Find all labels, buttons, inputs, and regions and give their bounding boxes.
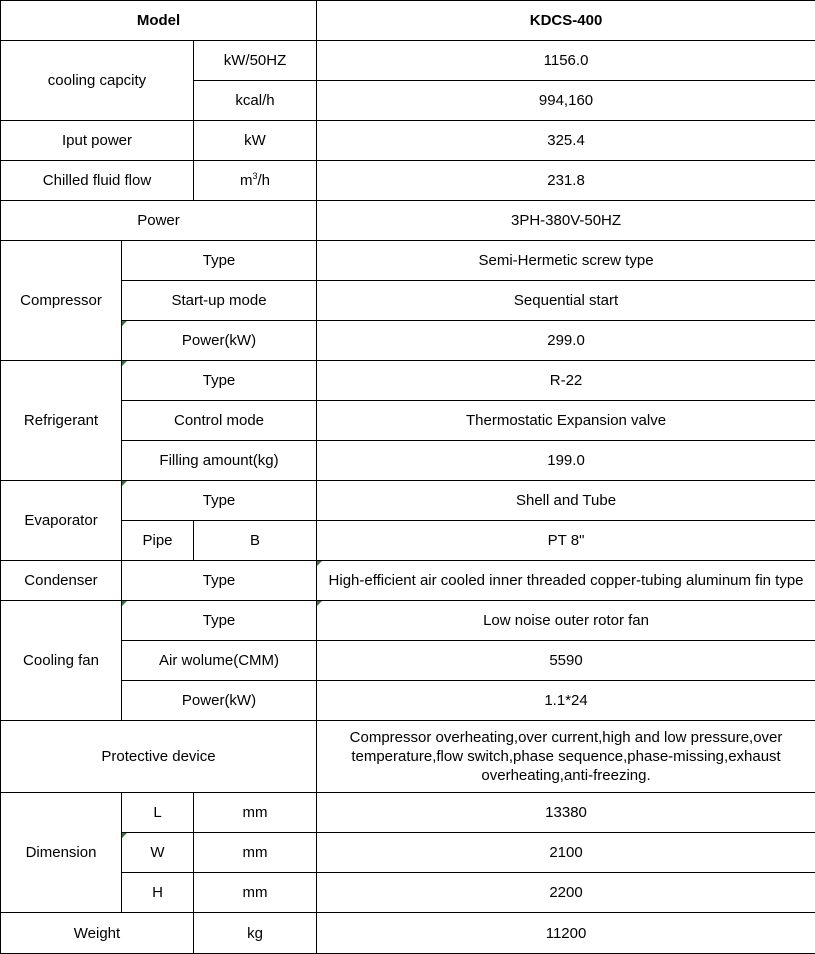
power-row bbox=[1, 201, 815, 241]
dimension-unit: mm bbox=[194, 873, 317, 913]
refrigerant-row bbox=[1, 441, 815, 481]
cooling-fan-param-label: Air wolume(CMM) bbox=[122, 641, 317, 681]
cooling-capacity-unit: kcal/h bbox=[194, 81, 317, 121]
dimension-axis: W bbox=[122, 833, 194, 873]
compressor-row bbox=[1, 281, 815, 321]
model-label: Model bbox=[1, 1, 317, 41]
evaporator-row bbox=[1, 521, 815, 561]
refrigerant-row bbox=[1, 361, 815, 401]
evaporator-pipe-unit: B bbox=[194, 521, 317, 561]
compressor-row bbox=[1, 321, 815, 361]
input-power-value: 325.4 bbox=[317, 121, 815, 161]
refrigerant-param-label: Filling amount(kg) bbox=[122, 441, 317, 481]
cooling-fan-row bbox=[1, 601, 815, 641]
chilled-flow-unit bbox=[194, 161, 317, 201]
refrigerant-param-value: R-22 bbox=[317, 361, 815, 401]
compressor-row bbox=[1, 241, 815, 281]
chilled-flow-row bbox=[1, 161, 815, 201]
compressor-label: Compressor bbox=[1, 241, 122, 361]
protective-value: Compressor overheating,over current,high and low pressure,over temperature,flow switch,phase sequence,phase-missing,exhaust overheating,anti-freezing. bbox=[317, 721, 815, 793]
compressor-param-label: Start-up mode bbox=[122, 281, 317, 321]
dimension-axis: H bbox=[122, 873, 194, 913]
cooling-capacity-unit: kW/50HZ bbox=[194, 41, 317, 81]
input-power-label: Iput power bbox=[1, 121, 194, 161]
dimension-value: 2200 bbox=[317, 873, 815, 913]
chilled-flow-value: 231.8 bbox=[317, 161, 815, 201]
dimension-label: Dimension bbox=[1, 793, 122, 913]
model-value: KDCS-400 bbox=[317, 1, 815, 41]
power-value: 3PH-380V-50HZ bbox=[317, 201, 815, 241]
refrigerant-row bbox=[1, 401, 815, 441]
dimension-unit: mm bbox=[194, 833, 317, 873]
evaporator-row bbox=[1, 481, 815, 521]
power-label: Power bbox=[1, 201, 317, 241]
chilled-flow-unit-base: m bbox=[240, 172, 253, 189]
dimension-row bbox=[1, 873, 815, 913]
cooling-fan-param-value: Low noise outer rotor fan bbox=[317, 601, 815, 641]
cooling-fan-param-label: Power(kW) bbox=[122, 681, 317, 721]
condenser-row bbox=[1, 561, 815, 601]
dimension-value: 2100 bbox=[317, 833, 815, 873]
cooling-fan-param-value: 1.1*24 bbox=[317, 681, 815, 721]
protective-row bbox=[1, 721, 815, 793]
evaporator-type-label: Type bbox=[122, 481, 317, 521]
cooling-fan-label: Cooling fan bbox=[1, 601, 122, 721]
dimension-unit: mm bbox=[194, 793, 317, 833]
cooling-fan-param-label: Type bbox=[122, 601, 317, 641]
evaporator-type-value: Shell and Tube bbox=[317, 481, 815, 521]
weight-row bbox=[1, 913, 815, 954]
cooling-capacity-value: 1156.0 bbox=[317, 41, 815, 81]
compressor-param-label: Type bbox=[122, 241, 317, 281]
refrigerant-label: Refrigerant bbox=[1, 361, 122, 481]
cooling-capacity-row bbox=[1, 41, 815, 81]
header-row bbox=[1, 1, 815, 41]
dimension-row bbox=[1, 793, 815, 833]
refrigerant-param-label: Type bbox=[122, 361, 317, 401]
compressor-param-label: Power(kW) bbox=[122, 321, 317, 361]
refrigerant-param-value: Thermostatic Expansion valve bbox=[317, 401, 815, 441]
weight-value: 11200 bbox=[317, 913, 815, 954]
refrigerant-param-value: 199.0 bbox=[317, 441, 815, 481]
cooling-fan-param-value: 5590 bbox=[317, 641, 815, 681]
chilled-flow-unit-tail: /h bbox=[258, 172, 271, 189]
input-power-row bbox=[1, 121, 815, 161]
input-power-unit: kW bbox=[194, 121, 317, 161]
condenser-type-label: Type bbox=[122, 561, 317, 601]
dimension-value: 13380 bbox=[317, 793, 815, 833]
weight-unit: kg bbox=[194, 913, 317, 954]
dimension-row bbox=[1, 833, 815, 873]
condenser-type-value: High-efficient air cooled inner threaded copper-tubing aluminum fin type bbox=[317, 561, 815, 601]
compressor-param-value: Semi-Hermetic screw type bbox=[317, 241, 815, 281]
protective-label: Protective device bbox=[1, 721, 317, 793]
dimension-axis: L bbox=[122, 793, 194, 833]
chilled-flow-label: Chilled fluid flow bbox=[1, 161, 194, 201]
evaporator-pipe-value: PT 8" bbox=[317, 521, 815, 561]
weight-label: Weight bbox=[1, 913, 194, 954]
evaporator-label: Evaporator bbox=[1, 481, 122, 561]
evaporator-pipe-label: Pipe bbox=[122, 521, 194, 561]
cooling-capacity-label: cooling capcity bbox=[1, 41, 194, 121]
cooling-fan-row bbox=[1, 641, 815, 681]
compressor-param-value: Sequential start bbox=[317, 281, 815, 321]
compressor-param-value: 299.0 bbox=[317, 321, 815, 361]
refrigerant-param-label: Control mode bbox=[122, 401, 317, 441]
cooling-capacity-value: 994,160 bbox=[317, 81, 815, 121]
cooling-fan-row bbox=[1, 681, 815, 721]
condenser-label: Condenser bbox=[1, 561, 122, 601]
chilled-flow-unit-sup: 3 bbox=[253, 171, 258, 181]
